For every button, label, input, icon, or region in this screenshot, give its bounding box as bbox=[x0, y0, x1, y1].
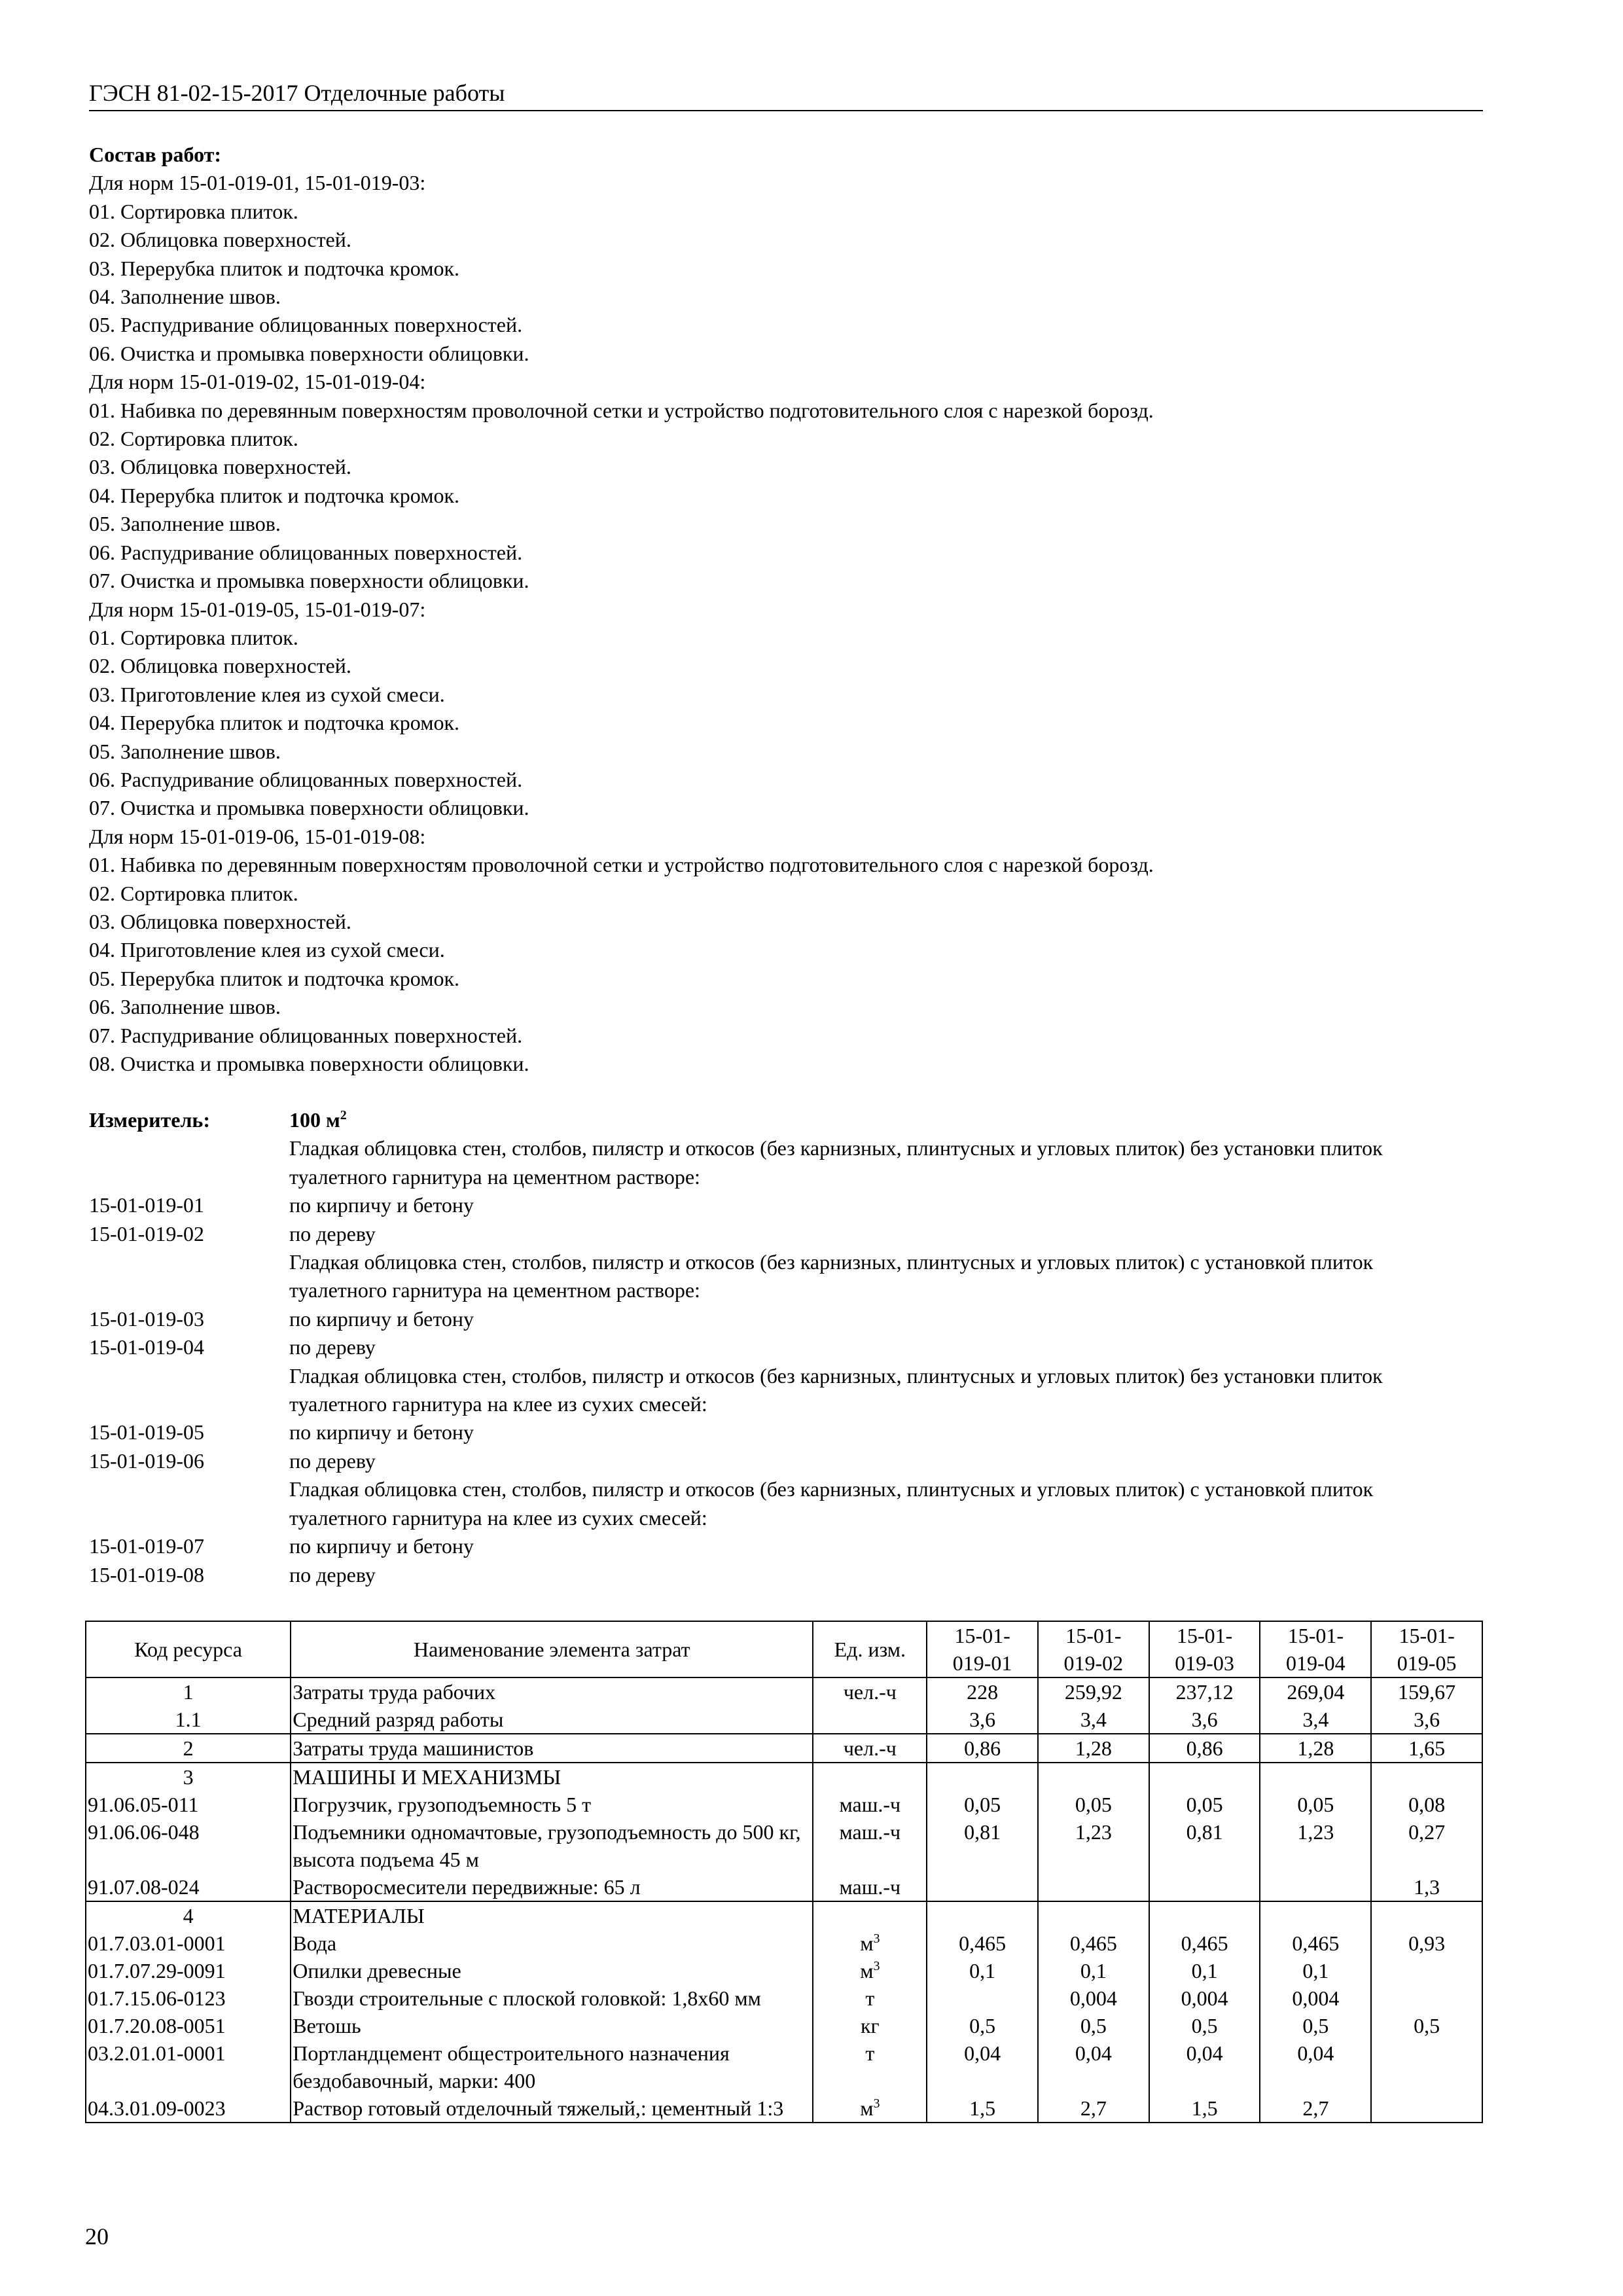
norm-code: 15-01-019-04 bbox=[89, 1335, 204, 1359]
composition-line: 02. Облицовка поверхностей. bbox=[89, 654, 351, 678]
table-row bbox=[86, 1984, 1482, 2012]
resource-value bbox=[927, 1873, 1038, 1901]
resource-value: 0,5 bbox=[1149, 2012, 1260, 2039]
composition-line: 01. Набивка по деревянным поверхностям проволочной сетки и устройство подготовительного слоя с нарезкой борозд. bbox=[89, 853, 1154, 877]
measure-row bbox=[89, 1220, 1483, 1248]
resource-value: 1,3 bbox=[1371, 1873, 1482, 1901]
resource-name: Раствор готовый отделочный тяжелый,: цементный 1:3 bbox=[291, 2094, 813, 2123]
resource-value: 1,28 bbox=[1038, 1734, 1149, 1763]
composition-line: 05. Заполнение швов. bbox=[89, 739, 281, 763]
resource-value bbox=[1371, 2094, 1482, 2123]
resource-value bbox=[1371, 1763, 1482, 1791]
header-col-4: 15-01- 019-04 bbox=[1260, 1621, 1371, 1677]
resource-value: 0,93 bbox=[1371, 1929, 1482, 1957]
resource-unit: т bbox=[813, 1984, 927, 2012]
resource-code: 01.7.07.29-0091 bbox=[86, 1957, 291, 1984]
norm-description: Гладкая облицовка стен, столбов, пилястр и откосов (без карнизных, плинтусных и угловых плиток) без установки плиток туалетного гарнитура на цементном растворе: bbox=[289, 1136, 1383, 1189]
resource-value bbox=[1149, 1873, 1260, 1901]
composition-list bbox=[89, 169, 1483, 1078]
composition-line: 07. Распудривание облицованных поверхностей. bbox=[89, 1023, 523, 1047]
table-row bbox=[86, 1929, 1482, 1957]
composition-line: 08. Очистка и промывка поверхности облицовки. bbox=[89, 1052, 529, 1075]
running-header bbox=[89, 80, 1483, 111]
resource-value: 1,23 bbox=[1038, 1818, 1149, 1873]
measure-row bbox=[89, 1134, 1483, 1191]
norm-code: 15-01-019-08 bbox=[89, 1562, 204, 1587]
composition-heading: Состав работ: bbox=[89, 143, 222, 166]
resource-name: Растворосмесители передвижные: 65 л bbox=[291, 1873, 813, 1901]
table-row bbox=[86, 1734, 1482, 1763]
header-col-1: 15-01- 019-01 bbox=[927, 1621, 1038, 1677]
norm-description: по дереву bbox=[289, 1448, 376, 1473]
resource-value: 0,04 bbox=[1149, 2039, 1260, 2094]
composition-line: 07. Очистка и промывка поверхности облицовки. bbox=[89, 796, 529, 820]
resource-name: Погрузчик, грузоподъемность 5 т bbox=[291, 1791, 813, 1818]
table-row bbox=[86, 1818, 1482, 1873]
resource-code: 91.07.08-024 bbox=[86, 1873, 291, 1901]
table-row bbox=[86, 1763, 1482, 1791]
resource-code: 2 bbox=[86, 1734, 291, 1763]
norm-description: Гладкая облицовка стен, столбов, пилястр и откосов (без карнизных, плинтусных и угловых плиток) с установкой плиток туалетного гарнитура на клее из сухих смесей: bbox=[289, 1477, 1374, 1530]
norm-code: 15-01-019-07 bbox=[89, 1534, 204, 1558]
norm-code bbox=[89, 1248, 289, 1305]
resource-name: Ветошь bbox=[291, 2012, 813, 2039]
resource-value: 3,6 bbox=[1371, 1706, 1482, 1734]
resource-code: 04.3.01.09-0023 bbox=[86, 2094, 291, 2123]
composition-line: 03. Приготовление клея из сухой смеси. bbox=[89, 682, 445, 706]
resource-code: 4 bbox=[86, 1901, 291, 1929]
measure-unit: 100 $м^2$ bbox=[289, 1108, 347, 1132]
composition-line: 04. Перерубка плиток и подточка кромок. bbox=[89, 483, 459, 507]
resource-value: 0,27 bbox=[1371, 1818, 1482, 1873]
resource-code: 01.7.20.08-0051 bbox=[86, 2012, 291, 2039]
resource-value: 237,12 bbox=[1149, 1677, 1260, 1706]
resource-value bbox=[927, 1984, 1038, 2012]
header-col-5: 15-01- 019-05 bbox=[1371, 1621, 1482, 1677]
page-number: 20 bbox=[85, 2223, 109, 2250]
composition-line: 01. Сортировка плиток. bbox=[89, 625, 298, 649]
resource-value: 0,1 bbox=[927, 1957, 1038, 1984]
resource-value: 228 bbox=[927, 1677, 1038, 1706]
norm-description: по кирпичу и бетону bbox=[289, 1420, 474, 1444]
composition-line: 02. Сортировка плиток. bbox=[89, 881, 298, 905]
table-row bbox=[86, 1873, 1482, 1901]
resource-value: 0,05 bbox=[1038, 1791, 1149, 1818]
measure-row bbox=[89, 1532, 1483, 1560]
resource-name: МАТЕРИАЛЫ bbox=[291, 1901, 813, 1929]
resource-code: 1 bbox=[86, 1677, 291, 1706]
composition-line: 05. Заполнение швов. bbox=[89, 512, 281, 536]
resource-value: 3,6 bbox=[927, 1706, 1038, 1734]
resource-unit: чел.-ч bbox=[813, 1677, 927, 1706]
table-row bbox=[86, 2012, 1482, 2039]
resource-value: 2,7 bbox=[1260, 2094, 1371, 2123]
resource-value: 0,04 bbox=[1038, 2039, 1149, 2094]
resource-value bbox=[1038, 1873, 1149, 1901]
resource-value: 0,1 bbox=[1038, 1957, 1149, 1984]
resource-value bbox=[927, 1901, 1038, 1929]
resource-value: 0,1 bbox=[1149, 1957, 1260, 1984]
resource-value bbox=[1038, 1763, 1149, 1791]
resource-value: 0,465 bbox=[927, 1929, 1038, 1957]
norm-description: по кирпичу и бетону bbox=[289, 1193, 474, 1217]
measure-row bbox=[89, 1447, 1483, 1475]
resource-value bbox=[1371, 1901, 1482, 1929]
header-unit: Ед. изм. bbox=[813, 1621, 927, 1677]
norm-code: 15-01-019-05 bbox=[89, 1420, 204, 1444]
resource-value: 1,28 bbox=[1260, 1734, 1371, 1763]
resource-unit: чел.-ч bbox=[813, 1734, 927, 1763]
measure-row bbox=[89, 1333, 1483, 1361]
composition-line: Для норм 15-01-019-06, 15-01-019-08: bbox=[89, 824, 426, 848]
resource-unit: маш.-ч bbox=[813, 1791, 927, 1818]
resource-value: 1,5 bbox=[1149, 2094, 1260, 2123]
resource-value: 0,465 bbox=[1038, 1929, 1149, 1957]
resource-value: 2,7 bbox=[1038, 2094, 1149, 2123]
measure-label: Измеритель: bbox=[89, 1108, 210, 1132]
resource-value bbox=[1260, 1901, 1371, 1929]
resource-value bbox=[1371, 1957, 1482, 1984]
measure-header-row bbox=[89, 1106, 1483, 1134]
measure-row bbox=[89, 1418, 1483, 1446]
resource-value: 0,5 bbox=[1038, 2012, 1149, 2039]
resource-value: 0,05 bbox=[1149, 1791, 1260, 1818]
resource-name: Опилки древесные bbox=[291, 1957, 813, 1984]
measure-row bbox=[89, 1248, 1483, 1305]
resource-value: 0,1 bbox=[1260, 1957, 1371, 1984]
resource-value bbox=[1038, 1901, 1149, 1929]
measure-section bbox=[89, 1106, 1483, 1589]
resource-value: 0,86 bbox=[927, 1734, 1038, 1763]
resource-code: 91.06.05-011 bbox=[86, 1791, 291, 1818]
table-row bbox=[86, 1791, 1482, 1818]
norm-code bbox=[89, 1134, 289, 1191]
resource-code: 03.2.01.01-0001 bbox=[86, 2039, 291, 2094]
resource-value: 0,05 bbox=[1260, 1791, 1371, 1818]
table-row bbox=[86, 1901, 1482, 1929]
resource-value bbox=[1260, 1873, 1371, 1901]
table-row bbox=[86, 2039, 1482, 2094]
norm-description: Гладкая облицовка стен, столбов, пилястр и откосов (без карнизных, плинтусных и угловых плиток) с установкой плиток туалетного гарнитура на цементном растворе: bbox=[289, 1250, 1374, 1302]
resource-value: 159,67 bbox=[1371, 1677, 1482, 1706]
resource-value: 3,6 bbox=[1149, 1706, 1260, 1734]
resource-name: Затраты труда машинистов bbox=[291, 1734, 813, 1763]
composition-line: 04. Перерубка плиток и подточка кромок. bbox=[89, 711, 459, 735]
measure-row bbox=[89, 1191, 1483, 1219]
norm-code bbox=[89, 1475, 289, 1532]
resource-unit: $м^3$ bbox=[813, 2094, 927, 2123]
resource-unit bbox=[813, 1901, 927, 1929]
composition-line: 01. Набивка по деревянным поверхностям проволочной сетки и устройство подготовительного слоя с нарезкой борозд. bbox=[89, 398, 1154, 422]
header-col-2: 15-01- 019-02 bbox=[1038, 1621, 1149, 1677]
composition-line: 06. Распудривание облицованных поверхностей. bbox=[89, 767, 523, 791]
resource-name: Средний разряд работы bbox=[291, 1706, 813, 1734]
composition-line: 03. Перерубка плиток и подточка кромок. bbox=[89, 256, 459, 280]
table-body bbox=[86, 1677, 1482, 2123]
resource-value: 0,5 bbox=[1260, 2012, 1371, 2039]
resource-value: 0,86 bbox=[1149, 1734, 1260, 1763]
resource-name: МАШИНЫ И МЕХАНИЗМЫ bbox=[291, 1763, 813, 1791]
composition-line: 02. Облицовка поверхностей. bbox=[89, 228, 351, 252]
table-row bbox=[86, 1957, 1482, 1984]
norm-description: по дереву bbox=[289, 1562, 376, 1587]
header-name: Наименование элемента затрат bbox=[291, 1621, 813, 1677]
header-title: ГЭСН 81-02-15-2017 Отделочные работы bbox=[89, 80, 505, 106]
resource-code: 01.7.15.06-0123 bbox=[86, 1984, 291, 2012]
composition-line: 06. Распудривание облицованных поверхностей. bbox=[89, 540, 523, 564]
resource-value: 3,4 bbox=[1038, 1706, 1149, 1734]
resource-unit: маш.-ч bbox=[813, 1818, 927, 1873]
resource-code: 91.06.06-048 bbox=[86, 1818, 291, 1873]
table-header-row bbox=[86, 1621, 1482, 1677]
resource-value bbox=[1371, 1984, 1482, 2012]
composition-line: 04. Приготовление клея из сухой смеси. bbox=[89, 938, 445, 962]
composition-line: 04. Заполнение швов. bbox=[89, 285, 281, 309]
table-row bbox=[86, 1677, 1482, 1706]
measure-row bbox=[89, 1305, 1483, 1333]
resource-value bbox=[1149, 1901, 1260, 1929]
resource-unit: кг bbox=[813, 2012, 927, 2039]
resource-unit bbox=[813, 1763, 927, 1791]
composition-line: 03. Облицовка поверхностей. bbox=[89, 909, 351, 933]
composition-line: 02. Сортировка плиток. bbox=[89, 427, 298, 451]
table-row bbox=[86, 2094, 1482, 2123]
resource-table bbox=[85, 1621, 1483, 2123]
norm-description: по дереву bbox=[289, 1335, 376, 1359]
resource-value: 269,04 bbox=[1260, 1677, 1371, 1706]
measure-row bbox=[89, 1561, 1483, 1589]
header-code: Код ресурса bbox=[86, 1621, 291, 1677]
resource-value bbox=[1371, 2039, 1482, 2094]
resource-name: Вода bbox=[291, 1929, 813, 1957]
resource-unit: т bbox=[813, 2039, 927, 2094]
resource-value: 0,004 bbox=[1260, 1984, 1371, 2012]
norm-description: по кирпичу и бетону bbox=[289, 1534, 474, 1558]
header-col-3: 15-01- 019-03 bbox=[1149, 1621, 1260, 1677]
resource-code: 3 bbox=[86, 1763, 291, 1791]
norm-description: по дереву bbox=[289, 1221, 376, 1246]
resource-value: 0,5 bbox=[1371, 2012, 1482, 2039]
resource-value: 0,004 bbox=[1038, 1984, 1149, 2012]
resource-value: 3,4 bbox=[1260, 1706, 1371, 1734]
resource-unit bbox=[813, 1706, 927, 1734]
norm-code: 15-01-019-01 bbox=[89, 1193, 204, 1217]
composition-line: 05. Распудривание облицованных поверхностей. bbox=[89, 313, 523, 337]
table-row bbox=[86, 1706, 1482, 1734]
norm-code: 15-01-019-06 bbox=[89, 1448, 204, 1473]
measure-rows bbox=[89, 1134, 1483, 1589]
resource-name: Гвозди строительные с плоской головкой: 1,8х60 мм bbox=[291, 1984, 813, 2012]
resource-unit: маш.-ч bbox=[813, 1873, 927, 1901]
composition-line: 05. Перерубка плиток и подточка кромок. bbox=[89, 966, 459, 990]
composition-line: Для норм 15-01-019-05, 15-01-019-07: bbox=[89, 597, 426, 621]
resource-value: 0,05 bbox=[927, 1791, 1038, 1818]
resource-value: 0,5 bbox=[927, 2012, 1038, 2039]
resource-value: 0,465 bbox=[1260, 1929, 1371, 1957]
resource-value: 0,81 bbox=[1149, 1818, 1260, 1873]
measure-row bbox=[89, 1475, 1483, 1532]
composition-line: 06. Очистка и промывка поверхности облицовки. bbox=[89, 341, 529, 365]
resource-value bbox=[1260, 1763, 1371, 1791]
resource-value: 0,04 bbox=[927, 2039, 1038, 2094]
resource-value: 0,04 bbox=[1260, 2039, 1371, 2094]
resource-name: Портландцемент общестроительного назначения бездобавочный, марки: 400 bbox=[291, 2039, 813, 2094]
measure-row bbox=[89, 1362, 1483, 1419]
resource-value: 0,004 bbox=[1149, 1984, 1260, 2012]
norm-code: 15-01-019-02 bbox=[89, 1221, 204, 1246]
resource-value: 0,08 bbox=[1371, 1791, 1482, 1818]
resource-value bbox=[927, 1763, 1038, 1791]
resource-value: 1,5 bbox=[927, 2094, 1038, 2123]
resource-value: 259,92 bbox=[1038, 1677, 1149, 1706]
composition-line: 01. Сортировка плиток. bbox=[89, 199, 298, 223]
resource-code: 01.7.03.01-0001 bbox=[86, 1929, 291, 1957]
composition-line: 03. Облицовка поверхностей. bbox=[89, 455, 351, 479]
resource-name: Затраты труда рабочих bbox=[291, 1677, 813, 1706]
norm-code: 15-01-019-03 bbox=[89, 1306, 204, 1331]
work-composition bbox=[89, 141, 1483, 1078]
composition-line: Для норм 15-01-019-01, 15-01-019-03: bbox=[89, 171, 426, 195]
composition-line: Для норм 15-01-019-02, 15-01-019-04: bbox=[89, 370, 426, 394]
norm-code bbox=[89, 1362, 289, 1419]
resource-name: Подъемники одномачтовые, грузоподъемность до 500 кг, высота подъема 45 м bbox=[291, 1818, 813, 1873]
resource-value: 0,465 bbox=[1149, 1929, 1260, 1957]
composition-line: 07. Очистка и промывка поверхности облицовки. bbox=[89, 569, 529, 593]
resource-code: 1.1 bbox=[86, 1706, 291, 1734]
resource-unit: $м^3$ bbox=[813, 1957, 927, 1984]
resource-value: 0,81 bbox=[927, 1818, 1038, 1873]
norm-description: Гладкая облицовка стен, столбов, пилястр и откосов (без карнизных, плинтусных и угловых плиток) без установки плиток туалетного гарнитура на клее из сухих смесей: bbox=[289, 1363, 1383, 1416]
resource-unit: $м^3$ bbox=[813, 1929, 927, 1957]
resource-value bbox=[1149, 1763, 1260, 1791]
composition-line: 06. Заполнение швов. bbox=[89, 995, 281, 1019]
resource-value: 1,23 bbox=[1260, 1818, 1371, 1873]
norm-description: по кирпичу и бетону bbox=[289, 1306, 474, 1331]
resource-value: 1,65 bbox=[1371, 1734, 1482, 1763]
